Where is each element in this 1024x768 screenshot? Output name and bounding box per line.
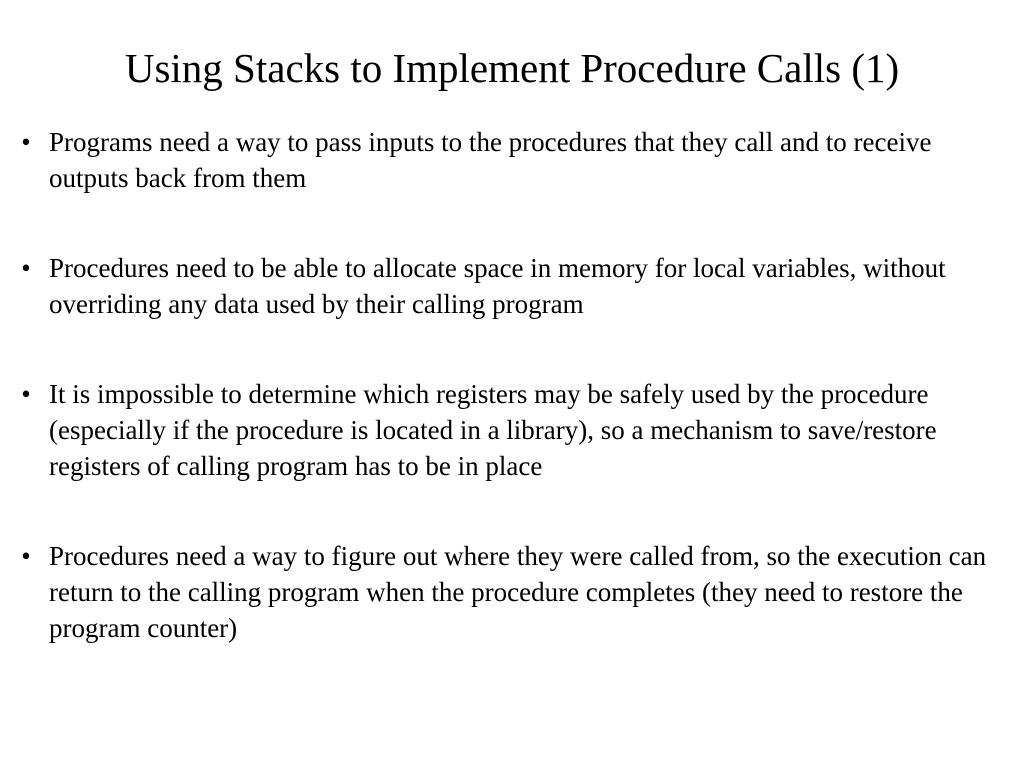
slide-title: Using Stacks to Implement Procedure Calls (1) xyxy=(124,45,900,91)
bullet-dot-icon: • xyxy=(21,253,31,283)
bullet-dot-icon: • xyxy=(21,127,31,157)
bullet-dot-icon: • xyxy=(21,379,31,409)
bullet-text: It is impossible to determine which registers may be safely used by the procedure (especially if the procedure is located in a library), so a mechanism to save/restore registers of calling program has to be in place xyxy=(49,379,937,481)
bullet-item xyxy=(14,250,1004,322)
bullet-item xyxy=(14,376,1004,484)
bullet-list xyxy=(14,124,1004,700)
bullet-text: Procedures need a way to figure out where they were called from, so the execution can return to the calling program when the procedure completes (they need to restore the program counter) xyxy=(49,541,987,643)
bullet-item xyxy=(14,124,1004,196)
bullet-dot-icon: • xyxy=(21,541,31,571)
bullet-item xyxy=(14,538,1004,646)
bullet-text: Programs need a way to pass inputs to the procedures that they call and to receive outputs back from them xyxy=(49,127,932,193)
bullet-text: Procedures need to be able to allocate space in memory for local variables, without overriding any data used by their calling program xyxy=(49,253,946,319)
